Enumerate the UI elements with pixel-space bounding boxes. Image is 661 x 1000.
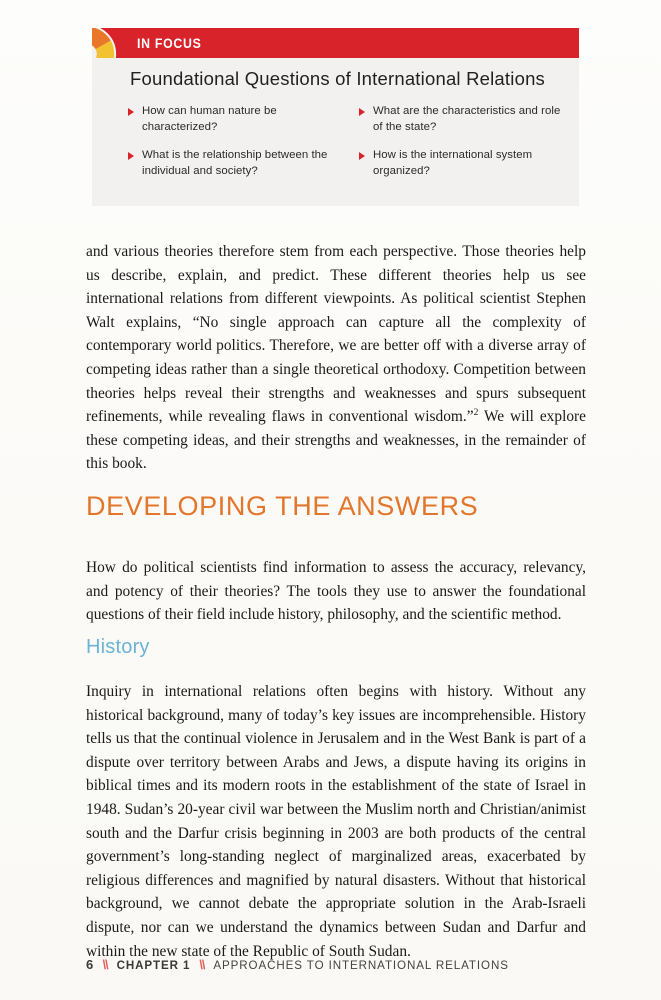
question-text: How is the international system organized? — [373, 149, 533, 177]
question-text: What is the relationship between the individual and society? — [142, 149, 328, 177]
subsection-heading-history: History — [86, 636, 150, 658]
footer-separator-icon: \\ — [199, 958, 205, 972]
paragraph-one-text-a: and various theories therefore stem from each perspective. Those theories help us describe, explain, and predict. These different theories help us see international relations from different viewpoints. As political scientist Stephen Walt explains, “No single approach can capture all the complexity of contemporary world politics. Therefore, we are better off with a diverse array of competing ideas rather than a single theoretical orthodoxy. Competition between theories helps reveal their strengths and weaknesses and spurs subsequent refinements, while revealing flaws in conventional wisdom.” — [86, 243, 586, 426]
in-focus-question-columns — [128, 104, 568, 192]
triangle-bullet-icon — [128, 108, 134, 116]
in-focus-box — [92, 28, 579, 206]
page-footer — [86, 957, 509, 972]
footer-chapter-title: APPROACHES TO INTERNATIONAL RELATIONS — [213, 959, 509, 972]
body-paragraph: How do political scientists find information to assess the accuracy, relevancy, and potency of their theories? The tools they use to answer the foundational questions of their field include history, philosophy, and the scientific method. — [86, 559, 586, 624]
triangle-bullet-icon — [359, 152, 365, 160]
paragraph-one-block — [86, 240, 586, 476]
ragged-edge-decoration — [92, 56, 579, 58]
paragraph-two-block — [86, 556, 586, 627]
list-item — [359, 148, 568, 179]
section-heading-developing-the-answers: DEVELOPING THE ANSWERS — [86, 491, 479, 521]
paragraph-one-text-b: We will explore these competing ideas, and their strengths and weaknesses, in the remainder of this book. — [86, 408, 586, 473]
triangle-bullet-icon — [359, 108, 365, 116]
in-focus-label: IN FOCUS — [137, 35, 202, 51]
paragraph-three-block — [86, 680, 586, 963]
question-text: What are the characteristics and role of the state? — [373, 105, 561, 133]
question-text: How can human nature be characterized? — [142, 105, 277, 133]
list-item — [128, 104, 337, 135]
aperture-logo-icon — [92, 28, 119, 58]
triangle-bullet-icon — [128, 152, 134, 160]
in-focus-banner — [92, 28, 579, 58]
footer-separator-icon: \\ — [102, 958, 108, 972]
body-paragraph — [86, 240, 586, 476]
list-item — [359, 104, 568, 135]
footnote-marker: 2 — [473, 408, 479, 419]
footer-page-number: 6 — [86, 957, 94, 972]
footer-chapter-label: CHAPTER 1 — [116, 959, 191, 972]
in-focus-column-left — [128, 104, 337, 192]
list-item — [128, 148, 337, 179]
body-paragraph: Inquiry in international relations often begins with history. Without any historical background, many of today’s key issues are incomprehensible. History tells us that the continual violence in Jerusalem and in the West Bank is part of a dispute over territory between Arabs and Jews, a dispute having its origins in biblical times and its modern roots in the establishment of the state of Israel in 1948. Sudan’s 20-year civil war between the Muslim north and Christian/animist south and the Darfur crisis beginning in 2003 are both products of the central government’s long-standing neglect of marginalized areas, exacerbated by religious differences and magnified by natural disasters. Without that historical background, we cannot debate the appropriate solution in the Arab-Israeli dispute, nor can we understand the dynamics between Sudan and Darfur and within the new state of the Republic of South Sudan. — [86, 683, 586, 960]
in-focus-title: Foundational Questions of International Relations — [130, 68, 546, 89]
in-focus-column-right — [359, 104, 568, 192]
